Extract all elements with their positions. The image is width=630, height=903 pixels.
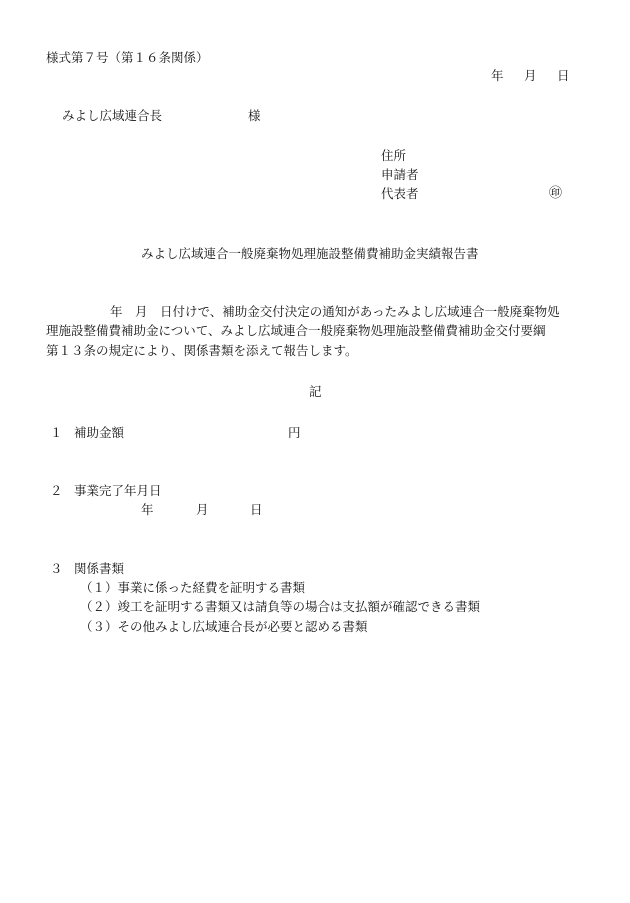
addressee-name: みよし広域連合長 [62, 108, 163, 123]
item-3-number: ３ [50, 561, 63, 576]
item-2-day: 日 [250, 502, 263, 517]
item-3-label: 関係書類 [74, 561, 125, 576]
item-2-number: ２ [50, 483, 63, 498]
date-year: 年 [491, 68, 504, 83]
item-2-year: 年 [141, 502, 154, 517]
representative-label: 代表者 [381, 186, 419, 201]
ki-heading: 記 [309, 384, 322, 399]
applicant-label: 申請者 [381, 167, 419, 182]
item-1-label: 補助金額 [74, 425, 125, 440]
item-1-number: １ [50, 425, 63, 440]
document-item-3: （３）その他みよし広域連合長が必要と認める書類 [80, 619, 368, 634]
body-line-1: 日付けで、補助金交付決定の通知があったみよし広域連合一般廃棄物処 [160, 304, 560, 319]
body-line-3: 第１３条の規定により、関係書類を添えて報告します。 [46, 343, 358, 358]
document-item-2: （２）竣工を証明する書類又は請負等の場合は支払額が確認できる書類 [80, 599, 481, 614]
address-label: 住所 [381, 148, 407, 163]
item-2-label: 事業完了年月日 [74, 483, 162, 498]
document-title: みよし広域連合一般廃棄物処理施設整備費補助金実績報告書 [141, 246, 479, 261]
form-number: 様式第７号（第１６条関係） [46, 50, 209, 65]
body-month: 月 [135, 304, 148, 319]
date-day: 日 [557, 68, 570, 83]
seal-mark: ㊞ [549, 186, 563, 201]
document-item-1: （１）事業に係った経費を証明する書類 [80, 580, 306, 595]
addressee-honorific: 様 [248, 108, 261, 123]
body-line-2: 理施設整備費補助金について、みよし広域連合一般廃棄物処理施設整備費補助金交付要綱 [46, 323, 546, 338]
body-year: 年 [110, 304, 123, 319]
date-month: 月 [524, 68, 537, 83]
item-1-unit: 円 [288, 425, 301, 440]
item-2-month: 月 [196, 502, 209, 517]
